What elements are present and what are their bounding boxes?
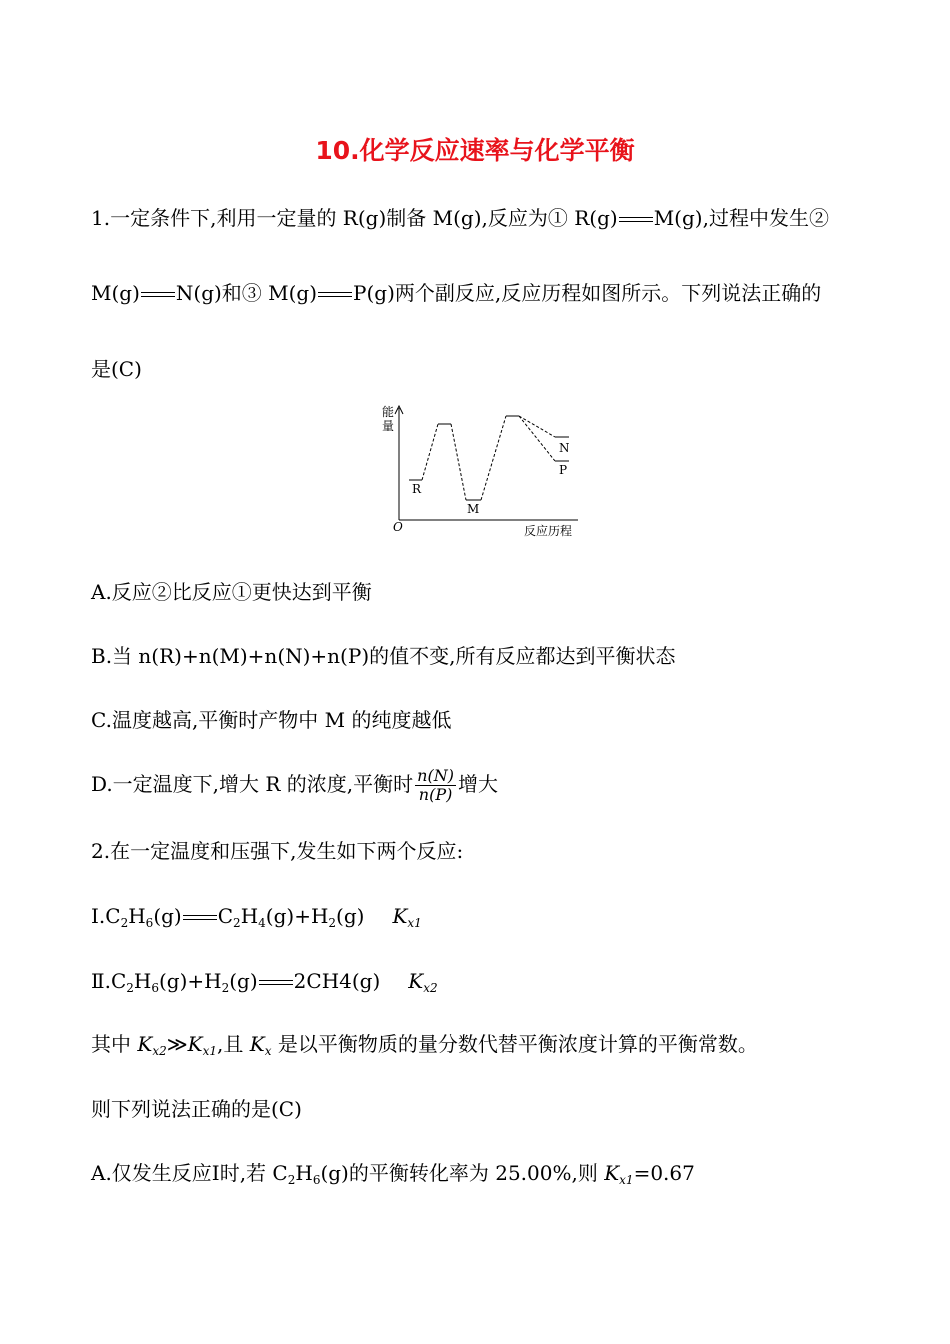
q1-option-a: A.反应②比反应①更快达到平衡 (91, 580, 372, 604)
y-axis-label-2: 量 (382, 419, 395, 433)
q1-option-d-post: 增大 (457, 772, 498, 796)
q1-option-d-pre: D.一定温度下,增大 R 的浓度,平衡时 (91, 772, 414, 796)
x-axis-label: 反应历程 (524, 524, 573, 538)
q1-stem-text-1a: 1.一定条件下,利用一定量的 R(g)制备 M(g),反应为① R(g) (91, 206, 618, 230)
q2-r2-right: 2CH4(g) (293, 969, 381, 993)
q1-option-b: B.当 n(R)+n(M)+n(N)+n(P)的值不变,所有反应都达到平衡状态 (91, 644, 676, 668)
q2-r1-right: $C_2H_4(g)+H_2(g)$ (217, 904, 365, 930)
label-R: R (412, 482, 422, 496)
q2-reaction-1 (91, 902, 422, 937)
path-TS2-P (519, 416, 555, 461)
path-TS1-M (451, 424, 466, 500)
page-title: 10.化学反应速率与化学平衡 (315, 136, 635, 165)
q2-r1-left: $C_2H_6(g)$ (105, 904, 182, 930)
q1-stem-line2 (91, 279, 821, 307)
q1-stem-line1 (91, 204, 829, 232)
q2-r1-k: $K_{x1}$ (392, 904, 422, 930)
q2-intro: 2.在一定温度和压强下,发生如下两个反应: (91, 839, 464, 863)
label-N: N (559, 441, 570, 455)
q2-reaction-2 (91, 967, 438, 1002)
q1-stem-text-2b: N(g)和③ M(g) (175, 281, 318, 305)
q1-option-c: C.温度越高,平衡时产物中 M 的纯度越低 (91, 708, 452, 732)
equilibrium-arrow-icon (619, 215, 653, 225)
q2-option-a: A.仅发生反应Ⅰ时,若 $C_2H_6(g)$的平衡转化率为 25.00%,则 $K_{x1}=0.67$ (91, 1161, 695, 1187)
q2-note: 其中 $K_{x2}≫K_{x1}$,且 $K_x$ 是以平衡物质的量分数代替平衡浓度计算的平衡常数。 (91, 1032, 758, 1058)
q2-r2-k: $K_{x2}$ (408, 969, 438, 995)
path-M-TS2 (481, 416, 506, 500)
q2-r2-num: Ⅱ. (91, 969, 111, 993)
q1-option-d (91, 766, 498, 804)
fraction-denominator: n(P) (418, 785, 453, 804)
label-P: P (559, 463, 568, 477)
path-R-TS1 (422, 424, 438, 480)
equilibrium-arrow-icon (183, 913, 217, 923)
q2-ask: 则下列说法正确的是(C) (91, 1097, 302, 1121)
equilibrium-arrow-icon (259, 978, 293, 988)
path-TS2-N (519, 416, 555, 437)
y-axis-label-1: 能 (382, 405, 395, 419)
q2-r2-left: $C_2H_6(g)+H_2(g)$ (110, 969, 258, 995)
energy-profile-diagram (378, 400, 588, 545)
fraction-nN-over-nP (415, 767, 456, 804)
origin-label: O (393, 520, 403, 534)
q1-stem-line3: 是(C) (91, 357, 142, 381)
q1-stem-text-1b: M(g),过程中发生② (653, 206, 829, 230)
label-M: M (467, 502, 480, 516)
q2-r1-num: Ⅰ. (91, 904, 106, 928)
q1-stem-text-2a: M(g) (91, 281, 140, 305)
q1-stem-text-2c: P(g)两个副反应,反应历程如图所示。下列说法正确的 (353, 281, 822, 305)
equilibrium-arrow-icon (141, 290, 175, 300)
equilibrium-arrow-icon (318, 290, 352, 300)
fraction-numerator: n(N) (417, 766, 454, 785)
